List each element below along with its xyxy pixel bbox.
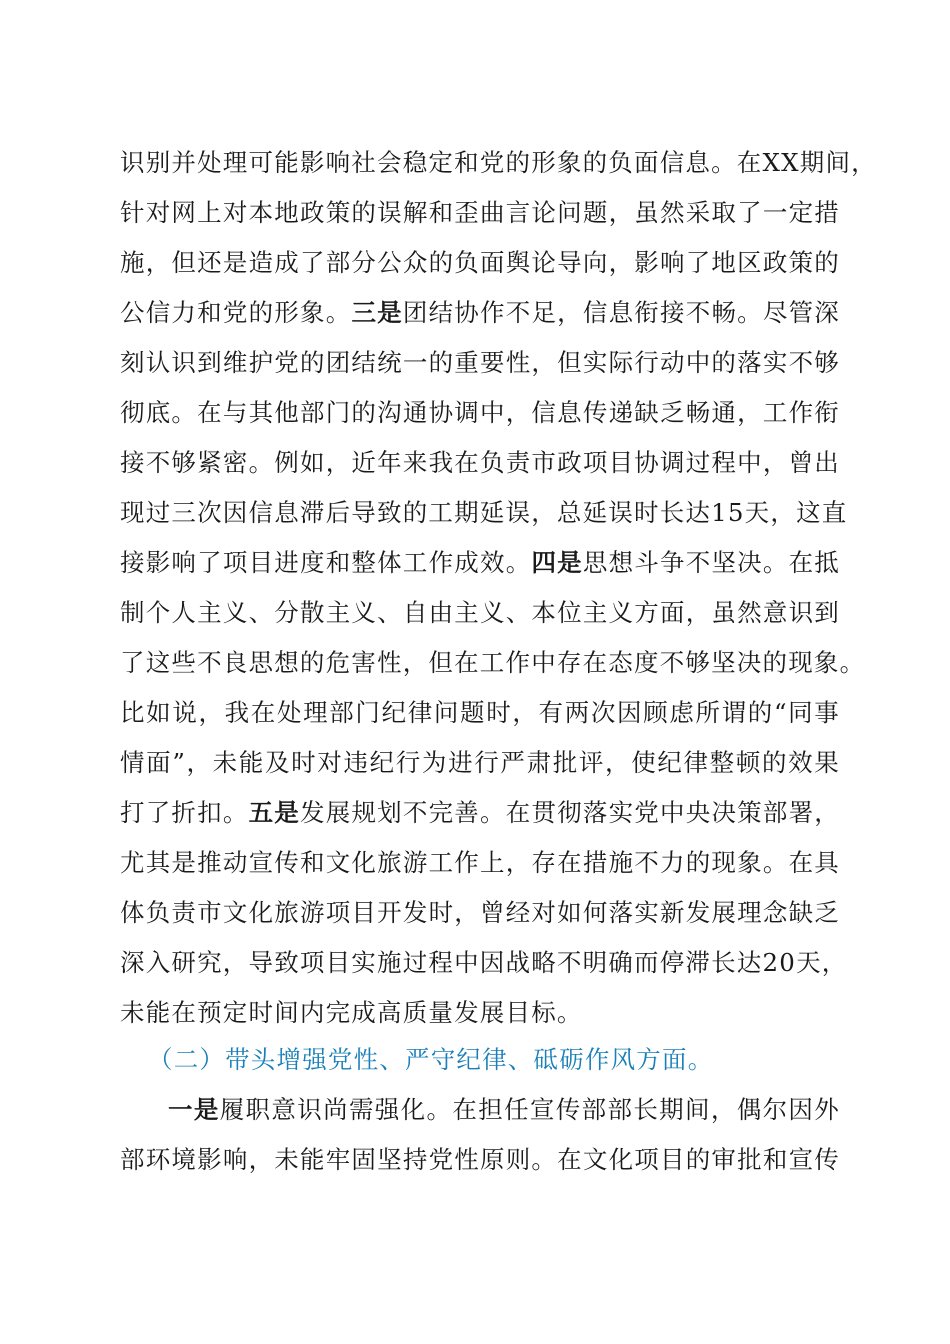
body-text-line: 制个人主义、分散主义、自由主义、本位主义方面，虽然意识到: [120, 598, 840, 627]
body-text-line: 情面”，未能及时对违纪行为进行严肃批评，使纪律整顿的效果: [120, 748, 840, 777]
body-text-line: 深入研究，导致项目实施过程中因战略不明确而停滞长达20天，: [120, 948, 848, 977]
body-text-line: [120, 788, 840, 838]
body-text-line: 识别并处理可能影响社会稳定和党的形象的负面信息。在XX期间，: [120, 148, 877, 177]
body-text-line: 现过三次因信息滞后导致的工期延误，总延误时长达15天，这直: [120, 498, 848, 527]
text-run: 团结协作不足，信息衔接不畅。尽管深: [402, 298, 840, 327]
text-run: 思想斗争不坚决。在抵: [582, 548, 841, 577]
body-text-line: 针对网上对本地政策的误解和歪曲言论问题，虽然采取了一定措: [120, 198, 840, 227]
section-heading: （二）带头增强党性、严守纪律、砥砺作风方面。: [148, 1045, 714, 1074]
body-text-line: 比如说，我在处理部门纪律问题时，有两次因顾虑所谓的“同事: [120, 698, 840, 727]
bold-label: 五是: [248, 798, 301, 827]
text-run: 接影响了项目进度和整体工作成效。: [120, 548, 532, 577]
text-run: 发展规划不完善。在贯彻落实党中央决策部署，: [300, 798, 841, 827]
body-text-line: [168, 1085, 840, 1135]
text-run: 打了折扣。: [120, 798, 249, 827]
bold-label: 三是: [351, 298, 403, 327]
body-text-line: 施，但还是造成了部分公众的负面舆论导向，影响了地区政策的: [120, 248, 840, 277]
body-text-line: 体负责市文化旅游项目开发时，曾经对如何落实新发展理念缺乏: [120, 898, 840, 927]
text-run: 履职意识尚需强化。在担任宣传部部长期间，偶尔因外: [219, 1095, 840, 1124]
body-text-line: 刻认识到维护党的团结统一的重要性，但实际行动中的落实不够: [120, 348, 840, 377]
body-text-line: [120, 538, 840, 588]
bold-label: 四是: [531, 548, 583, 577]
body-text-line: 接不够紧密。例如，近年来我在负责市政项目协调过程中，曾出: [120, 448, 840, 477]
body-text-line: 未能在预定时间内完成高质量发展目标。: [120, 998, 583, 1027]
body-text-line: 部环境影响，未能牢固坚持党性原则。在文化项目的审批和宣传: [120, 1145, 840, 1174]
bold-label: 一是: [168, 1095, 220, 1124]
body-text-line: 彻底。在与其他部门的沟通协调中，信息传递缺乏畅通，工作衔: [120, 398, 840, 427]
body-text-line: [120, 288, 840, 338]
body-text-line: 尤其是推动宣传和文化旅游工作上，存在措施不力的现象。在具: [120, 848, 840, 877]
text-run: 公信力和党的形象。: [120, 298, 352, 327]
body-text-line: 了这些不良思想的危害性，但在工作中存在态度不够坚决的现象。: [120, 648, 866, 677]
